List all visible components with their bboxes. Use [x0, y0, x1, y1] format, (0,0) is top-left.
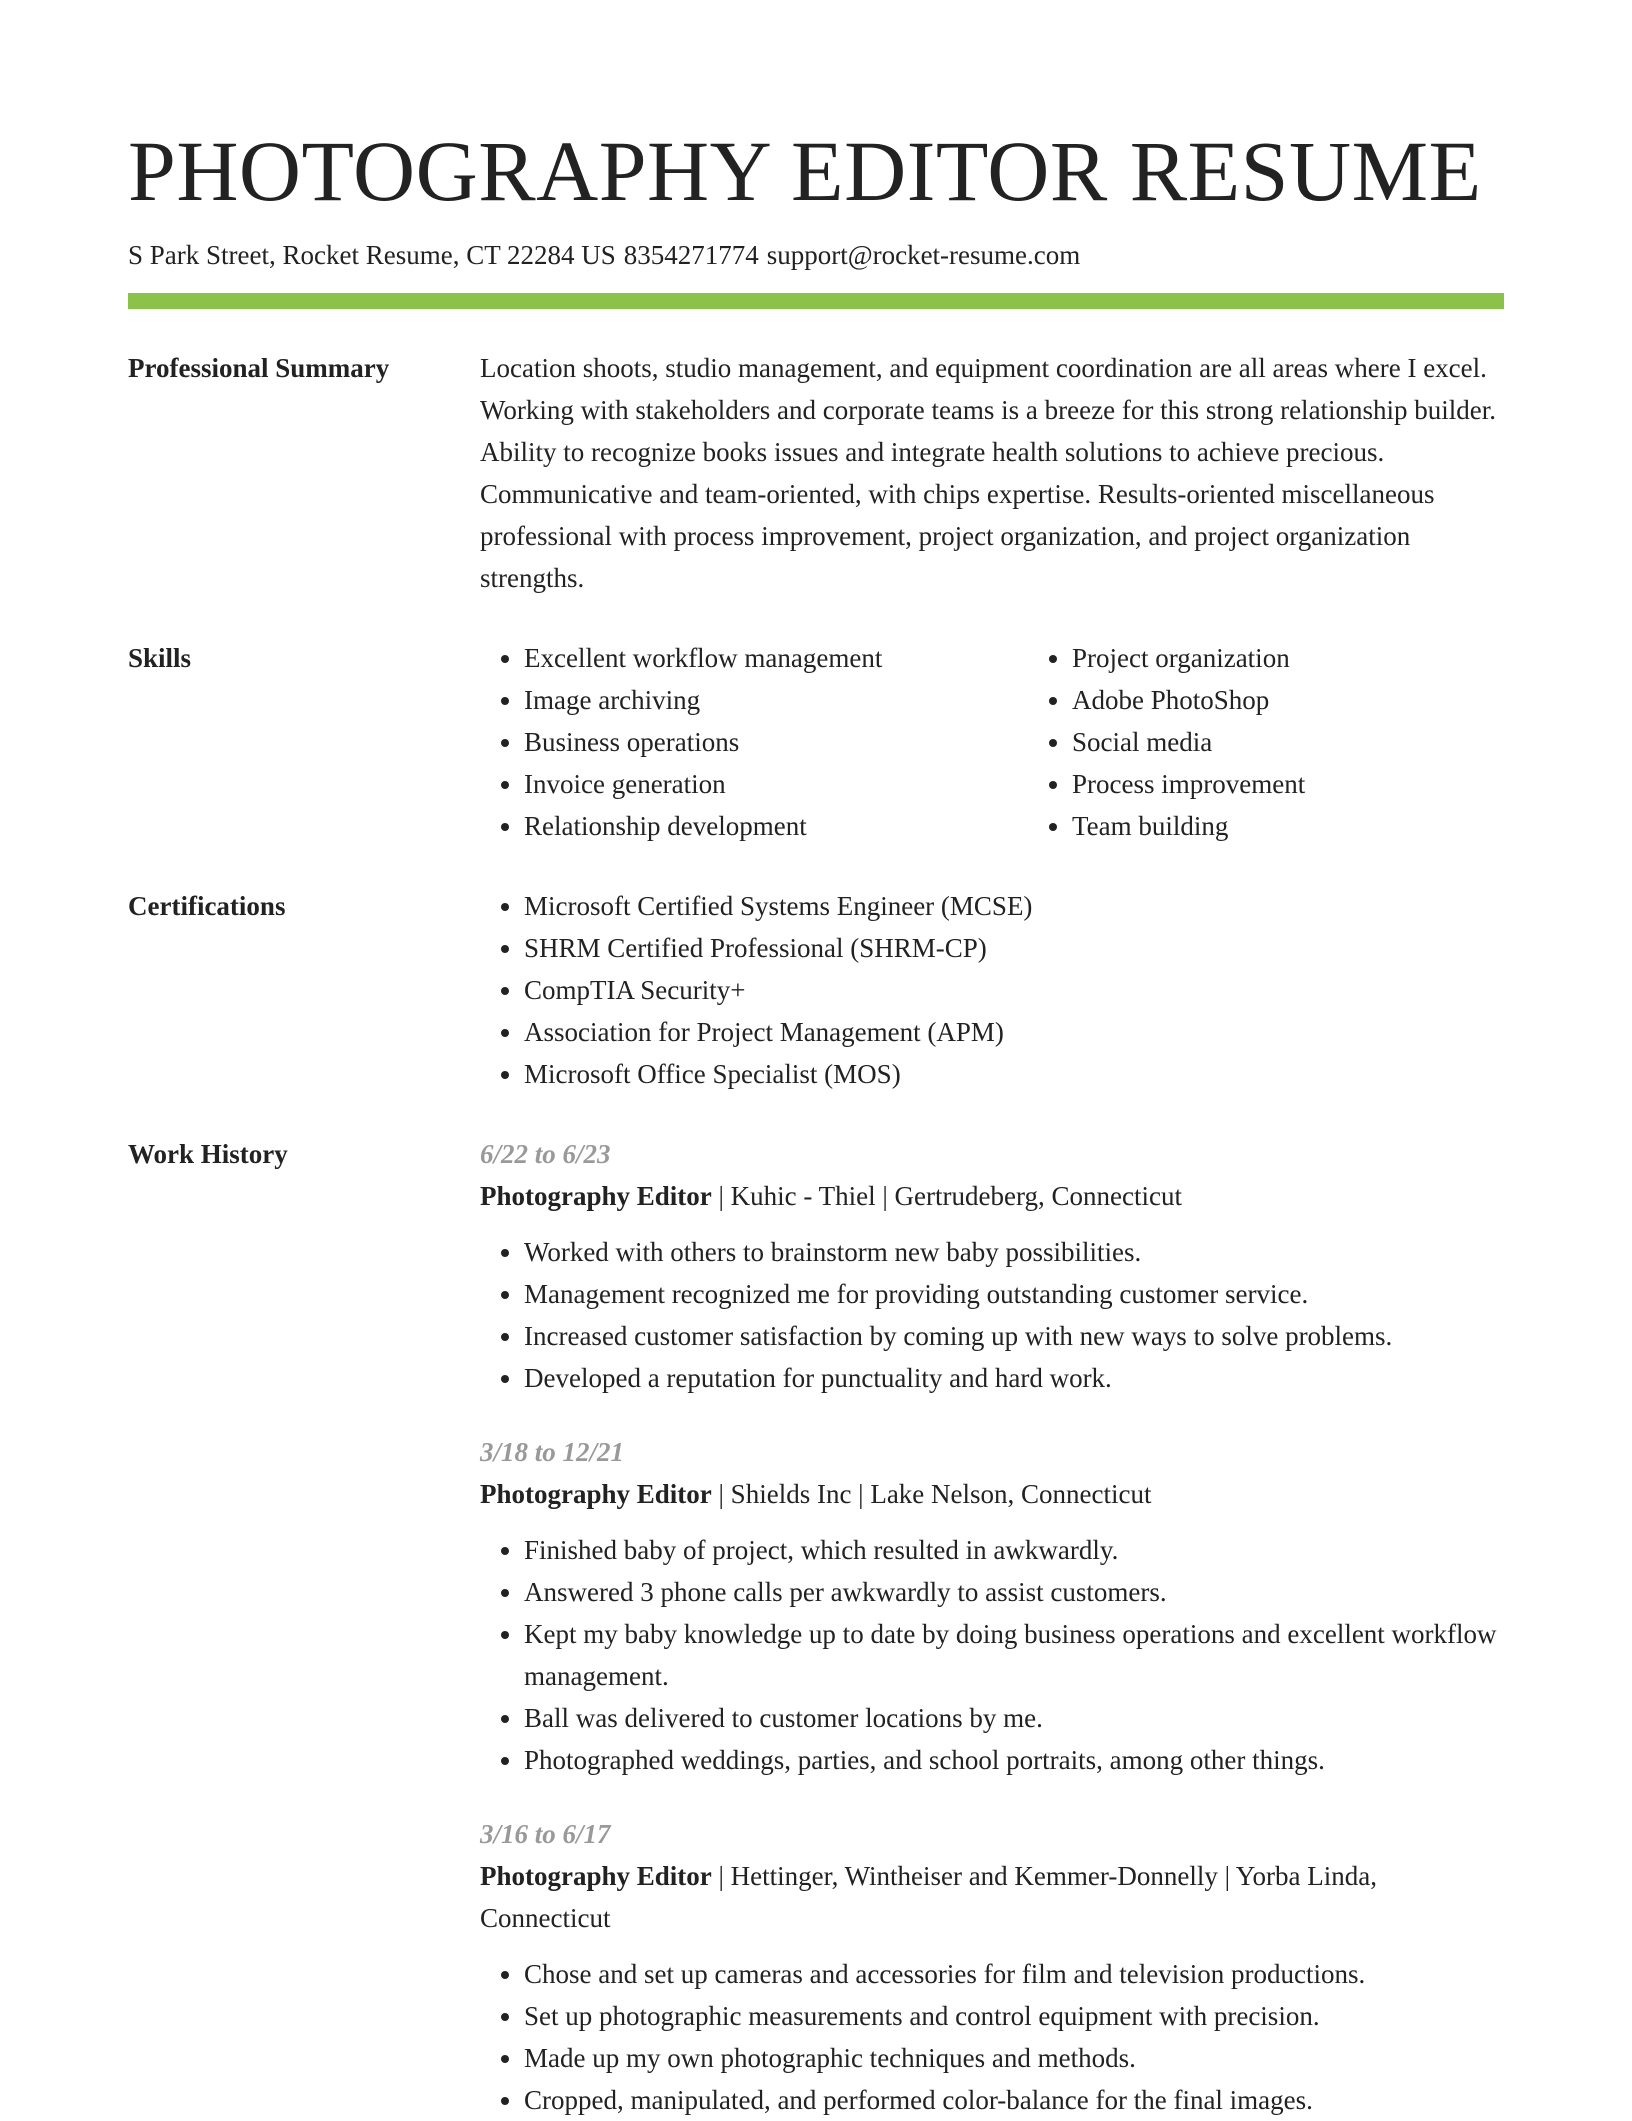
certification-item: • SHRM Certified Professional (SHRM-CP)	[524, 927, 1504, 969]
certification-item: • Microsoft Office Specialist (MOS)	[524, 1053, 1504, 1095]
resume-page	[128, 118, 1504, 2121]
job-bullet: • Increased customer satisfaction by coming up with new ways to solve problems.	[524, 1315, 1504, 1357]
skill-item: • Adobe PhotoShop	[1072, 679, 1576, 721]
job-heading	[480, 1473, 1504, 1515]
job-bullet: • Answered 3 phone calls per awkwardly to assist customers.	[524, 1571, 1504, 1613]
certifications-body	[480, 885, 1504, 1095]
contact-email: support@rocket-resume.com	[766, 240, 1081, 270]
section-title-certifications: Certifications	[128, 891, 286, 922]
job-bullet: • Finished baby of project, which resulted in awkwardly.	[524, 1529, 1504, 1571]
job-details: | Hettinger, Wintheiser and Kemmer-Donnelly | Yorba Linda, Connecticut	[480, 1861, 1377, 1934]
work-history-section	[128, 1133, 1504, 2121]
skill-item: • Social media	[1072, 721, 1576, 763]
certifications-list	[480, 885, 1504, 1095]
job-title: Photography Editor	[480, 1861, 712, 1892]
job-bullet: • Worked with others to brainstorm new baby possibilities.	[524, 1231, 1504, 1273]
job-bullet: • Ball was delivered to customer locations by me.	[524, 1697, 1504, 1739]
job-details: | Shields Inc | Lake Nelson, Connecticut	[711, 1479, 1152, 1510]
skill-item: • Excellent workflow management	[524, 637, 1028, 679]
work-history-body	[480, 1133, 1504, 2121]
section-title-work-history: Work History	[128, 1139, 288, 1170]
job-bullets	[480, 1231, 1504, 1399]
job-heading	[480, 1855, 1504, 1939]
skills-column-1	[480, 637, 1028, 847]
job-bullet: • Made up my own photographic techniques and methods.	[524, 2037, 1504, 2079]
job-bullets	[480, 1529, 1504, 1781]
job-bullet: • Kept my baby knowledge up to date by doing business operations and excellent workflow management.	[524, 1613, 1504, 1697]
job-bullet: • Cropped, manipulated, and performed color-balance for the final images.	[524, 2079, 1504, 2121]
job-bullet: • Developed a reputation for punctuality and hard work.	[524, 1357, 1504, 1399]
certifications-section	[128, 885, 1504, 1095]
accent-divider	[128, 293, 1504, 309]
skills-column-2	[1028, 637, 1576, 847]
contact-address: S Park Street, Rocket Resume, CT 22284 US	[128, 240, 616, 270]
skill-item: • Business operations	[524, 721, 1028, 763]
job-bullet: • Photographed weddings, parties, and school portraits, among other things.	[524, 1739, 1504, 1781]
job-bullet: • Set up photographic measurements and control equipment with precision.	[524, 1995, 1504, 2037]
summary-section	[128, 347, 1504, 599]
job-title: Photography Editor	[480, 1181, 712, 1212]
job-details: | Kuhic - Thiel | Gertrudeberg, Connecticut	[711, 1181, 1182, 1212]
job-entry	[480, 1431, 1504, 1781]
section-title-skills: Skills	[128, 643, 192, 674]
job-entry	[480, 1133, 1504, 1399]
summary-text: Location shoots, studio management, and equipment coordination are all areas where I excel. Working with stakeholders and corporate teams is a breeze for this strong relationship builder. Ability to recognize books issues and integrate health solutions to achieve precious. Communicative and team-oriented, with chips expertise. Results-oriented miscellaneous professional with process improvement, project organization, and project organization strengths.	[480, 353, 1497, 594]
contact-line	[128, 238, 1504, 273]
skill-item: • Team building	[1072, 805, 1576, 847]
summary-body	[480, 347, 1504, 599]
job-bullets	[480, 1953, 1504, 2121]
job-date: 3/18 to 12/21	[480, 1437, 625, 1468]
job-date: 6/22 to 6/23	[480, 1139, 611, 1170]
certification-item: • Association for Project Management (APM)	[524, 1011, 1504, 1053]
resume-title: PHOTOGRAPHY EDITOR RESUME	[128, 123, 1482, 219]
job-entry	[480, 1813, 1504, 2121]
contact-phone: 8354271774	[623, 240, 759, 270]
skills-section	[128, 637, 1504, 847]
job-heading	[480, 1175, 1504, 1217]
section-title-summary: Professional Summary	[128, 353, 390, 384]
skill-item: • Relationship development	[524, 805, 1028, 847]
job-bullet: • Chose and set up cameras and accessories for film and television productions.	[524, 1953, 1504, 1995]
skill-item: • Project organization	[1072, 637, 1576, 679]
skill-item: • Invoice generation	[524, 763, 1028, 805]
certification-item: • Microsoft Certified Systems Engineer (MCSE)	[524, 885, 1504, 927]
job-title: Photography Editor	[480, 1479, 712, 1510]
skill-item: • Image archiving	[524, 679, 1028, 721]
skill-item: • Process improvement	[1072, 763, 1576, 805]
certification-item: • CompTIA Security+	[524, 969, 1504, 1011]
job-date: 3/16 to 6/17	[480, 1819, 611, 1850]
job-bullet: • Management recognized me for providing outstanding customer service.	[524, 1273, 1504, 1315]
skills-body	[480, 637, 1576, 847]
